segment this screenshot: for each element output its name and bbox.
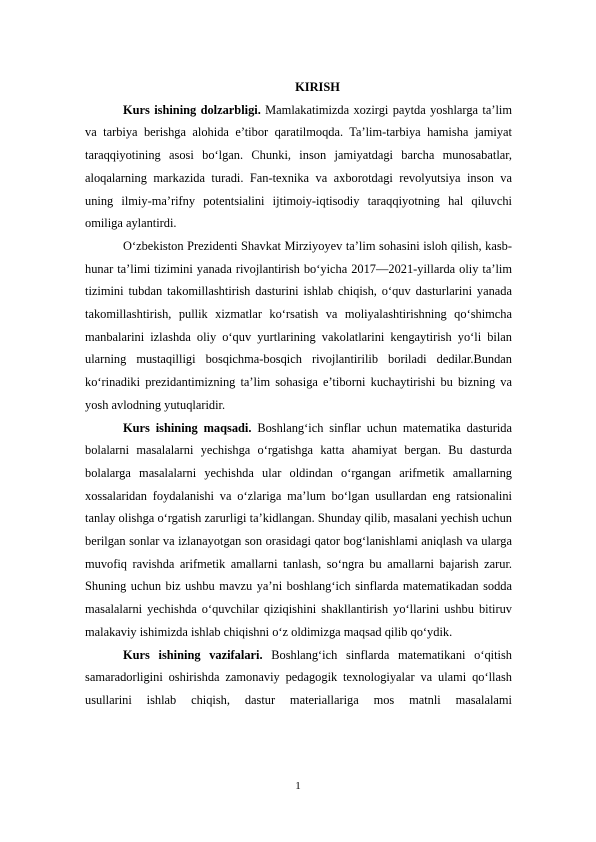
- paragraph-tasks: [85, 644, 512, 712]
- paragraph-lead: Kurs ishining vazifalari.: [123, 647, 263, 662]
- paragraph-lead: Kurs ishining maqsadi.: [123, 420, 252, 435]
- paragraph-president: [85, 235, 512, 417]
- paragraph-relevance: [85, 99, 512, 235]
- paragraph-text: Boshlang‘ich sinflar uchun matematika dasturida bolalarni masalalarni yechishga o‘rgatishga katta ahamiyat bergan. Bu dasturda bolalarga masalalarni yechishda ular oldindan o‘rgangan arifmetik amallarning xossalaridan foydalanishi va o‘zlariga ma’lum bo‘lgan usullardan eng ratsionalini tanlay olishga o‘rgatish zarurligi ta’kidlangan. Shunday qilib, masalani yechish uchun berilgan sonlar va izlanayotgan son orasidagi qator bog‘lanishlami aniqlash va ularga muvofiq ravishda arifmetik amallarni tanlash, so‘ngra bu amallarni bajarish zarur. Shuning uchun biz ushbu mavzu ya’ni boshlang‘ich sinflarda matematikadan sodda masalalarni yechishda o‘quvchilar qiziqishini shakllantirish yo‘llarini ushbu bitiruv malakaviy ishimizda ishlab chiqishni o‘z oldimizga maqsad qilib qo‘ydik.: [85, 420, 512, 639]
- section-heading: KIRISH: [295, 80, 340, 94]
- paragraph-text: Boshlang‘ich sinflarda matematikani o‘qitish samaradorligini oshirishda zamonaviy pedagogik texnologiyalar va ulami qo‘llash usullarini ishlab chiqish, dastur materiallariga mos matnli masalalami: [85, 647, 512, 707]
- page-number: 1: [295, 780, 301, 792]
- paragraph-lead: Kurs ishining dolzarbligi.: [123, 102, 261, 117]
- paragraph-goal: [85, 417, 512, 644]
- paragraph-text: Mamlakatimizda xozirgi paytda yoshlarga ta’lim va tarbiya berishga alohida e’tibor qaratilmoqda. Ta’lim-tarbiya hamisha jamiyat taraqqiyotining asosi bo‘lgan. Chunki, inson jamiyatdagi barcha munosabatlar, aloqalarning markazida turadi. Fan-texnika va axborotdagi revolyutsiya inson va uning ilmiy-ma’rifny potentsialini ijtimoiy-iqtisodiy taraqqiyotning hal qiluvchi omiliga aylantirdi.: [85, 102, 512, 231]
- document-page: [85, 76, 512, 712]
- paragraph-text: O‘zbekiston Prezidenti Shavkat Mirziyoyev ta’lim sohasini isloh qilish, kasb-hunar ta’limi tizimini yanada rivojlantirish bo‘yicha 2017—2021-yillarda oliy ta’lim tizimini tubdan takomillashtirish dasturini ishlab chiqish, o‘quv dasturlarini yanada takomillashtirish, pullik xizmatlar ko‘rsatish va moliyalashtirishning qo‘shimcha manbalarini izlashda oliy o‘quv yurtlarining vakolatlarini kengaytirish yo‘li bilan ularning mustaqilligi bosqichma-bosqich rivojlantirilib boriladi dedilar.Bundan ko‘rinadiki prezidantimizning ta’lim sohasiga e’tiborni kuchaytirishi bu bizning va yosh avlodning yutuqlaridir.: [85, 238, 512, 412]
